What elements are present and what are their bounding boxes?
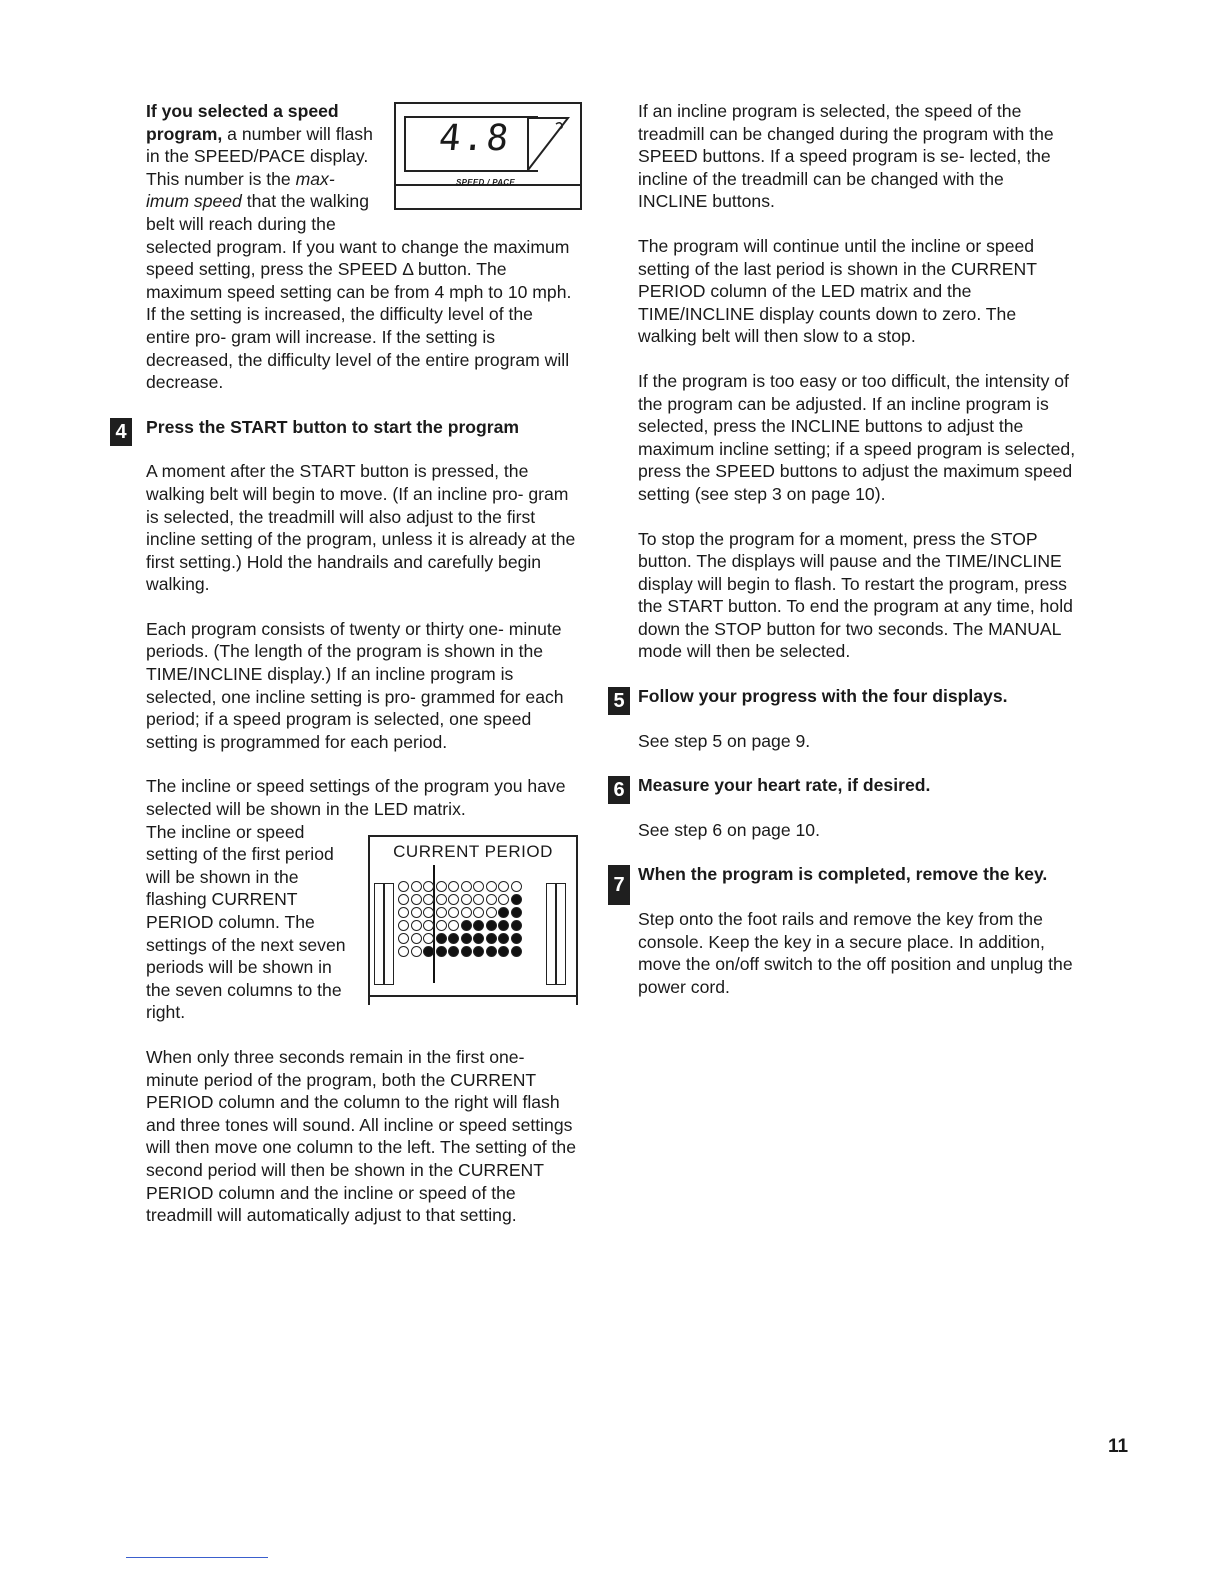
speed-program-paragraph: If you selected a speed program, a number will flash in the SPEED/PACE display. This number is the max- imum speed that the walking belt will reach during the selected program. If you want to change the maximum speed setting, press the SPEED Δ button. The maximum speed setting can be from 4 mph to 10 mph. If the setting is increased, the difficulty level of the entire pro- gram will increase. If the setting is decreased, the difficulty level of the entire program will decrease. [146, 101, 572, 393]
led-dot [398, 907, 409, 918]
led-matrix-figure [368, 835, 580, 1013]
right-bracket [556, 883, 566, 985]
right-paragraph-3: If the program is too easy or too difficult, the intensity of the program can be adjusted. If an incline program is selected, press the INCLINE buttons to adjust the maximum incline setting; if a speed program is selected, press the SPEED buttons to adjust the maximum speed setting (see step 3 on page 10). [638, 370, 1076, 504]
led-dot [486, 894, 497, 905]
led-dot [436, 894, 447, 905]
led-dot [436, 881, 447, 892]
led-dot [473, 894, 484, 905]
led-dot [473, 907, 484, 918]
led-dot [423, 881, 434, 892]
speed-pace-display-figure [386, 102, 582, 216]
led-dot [448, 881, 459, 892]
led-dot [448, 907, 459, 918]
display-digits: 4.8 [436, 118, 513, 159]
led-dot [511, 946, 522, 957]
led-dot [461, 881, 472, 892]
led-dot [411, 881, 422, 892]
left-column [115, 100, 576, 1249]
step-7-text: Step onto the foot rails and remove the key from the console. Keep the key in a secure place. In addition, move the on/off switch to the off position and unplug the power cord. [638, 909, 1073, 997]
step-4-paragraph-3b: The incline or speed setting of the first period will be shown in the flashing CURRENT PERIOD column. The settings of the next seven periods will be shown in the seven columns to the right. [146, 821, 346, 1023]
led-dot [498, 933, 509, 944]
led-dot [473, 920, 484, 931]
right-paragraph-1: If an incline program is selected, the speed of the treadmill can be changed during the program with the SPEED buttons. If a speed program is se- lected, the incline of the treadmill can be changed with the INCLINE buttons. [638, 101, 1054, 212]
led-dot [461, 894, 472, 905]
led-dot [461, 946, 472, 957]
step-7-heading: 7 When the program is completed, remove the key. [638, 863, 1078, 886]
led-dot [498, 946, 509, 957]
led-matrix-title: CURRENT PERIOD [393, 841, 553, 861]
left-bracket [374, 883, 384, 985]
led-dot [448, 894, 459, 905]
right-paragraph-4: To stop the program for a moment, press the STOP button. The displays will pause and the TIME/INCLINE display will begin to flash. To restart the program, press the START button. To end the program at any time, hold down the STOP button for two seconds. The MANUAL mode will then be selected. [638, 528, 1073, 662]
step-5-number-badge: 5 [608, 687, 630, 715]
step-5-heading: 5 Follow your progress with the four displays. [638, 685, 1078, 708]
page-number: 11 [1108, 1436, 1129, 1457]
step-4-paragraph-1: A moment after the START button is pressed, the walking belt will begin to move. (If an incline pro- gram is selected, the treadmill will also adjust to the first incline setting of the program, unless it is already at the first setting.) Hold the handrails and carefully begin walking. [146, 461, 576, 595]
led-dot [398, 933, 409, 944]
step-4-paragraph-2: Each program consists of twenty or thirty one- minute periods. (The length of the program is shown in the TIME/INCLINE display.) If an incline program is selected, one incline setting is pro- grammed for each period; if a speed program is selected, one speed setting is programmed for each period. [146, 618, 564, 752]
led-dot [423, 894, 434, 905]
led-dot [473, 881, 484, 892]
led-dot [398, 881, 409, 892]
right-column [613, 100, 1078, 1020]
led-dot [486, 946, 497, 957]
led-dot [461, 933, 472, 944]
step-4-paragraph-4: When only three seconds remain in the first one- minute period of the program, both the CURRENT PERIOD column and the column to the right will flash and three tones will sound. All incline or speed settings will then move one column to the left. The setting of the second period will then be shown in the CURRENT PERIOD column and the incline or speed of the treadmill will automatically adjust to that setting. [146, 1046, 576, 1226]
led-dot [448, 946, 459, 957]
led-dot [423, 907, 434, 918]
led-dot [411, 894, 422, 905]
led-dot [448, 920, 459, 931]
led-dot [436, 946, 447, 957]
led-dot [486, 881, 497, 892]
led-dot [486, 933, 497, 944]
led-dot [461, 907, 472, 918]
led-dot [498, 894, 509, 905]
led-dot [498, 920, 509, 931]
led-dot [436, 920, 447, 931]
led-dot [411, 907, 422, 918]
led-dot [411, 920, 422, 931]
led-dot [473, 946, 484, 957]
led-dot [486, 920, 497, 931]
led-dot [398, 894, 409, 905]
led-row [398, 946, 523, 959]
step-5-text: See step 5 on page 9. [638, 730, 811, 751]
step-6-text: See step 6 on page 10. [638, 819, 820, 840]
display-label: SPEED / PACE [456, 178, 516, 187]
led-dot [511, 881, 522, 892]
led-dot [448, 933, 459, 944]
step-6-heading: 6 Measure your heart rate, if desired. [638, 774, 1078, 797]
led-row [398, 894, 523, 907]
led-dot [423, 946, 434, 957]
led-dot [436, 907, 447, 918]
led-dot [436, 933, 447, 944]
led-dot [411, 946, 422, 957]
led-dot [498, 881, 509, 892]
led-dot [511, 933, 522, 944]
led-row [398, 907, 523, 920]
led-row [398, 920, 523, 933]
footer-rule [126, 1557, 268, 1558]
display-screen [404, 116, 538, 172]
led-dot [461, 920, 472, 931]
step-4-number-badge: 4 [110, 418, 132, 446]
led-dot [511, 907, 522, 918]
led-row [398, 933, 523, 946]
speed-indicator-icon [526, 116, 570, 172]
led-dot [398, 946, 409, 957]
led-dot [486, 907, 497, 918]
led-dot [511, 920, 522, 931]
led-dot [411, 933, 422, 944]
led-matrix [398, 881, 523, 959]
step-7-number-badge: 7 [608, 865, 630, 905]
led-dot [511, 894, 522, 905]
step-6-number-badge: 6 [608, 776, 630, 804]
led-dot [398, 920, 409, 931]
led-dot [498, 907, 509, 918]
led-dot [423, 920, 434, 931]
led-row [398, 881, 523, 894]
led-dot [473, 933, 484, 944]
right-paragraph-2: The program will continue until the incline or speed setting of the last period is shown in the CURRENT PERIOD column of the LED matrix and the TIME/INCLINE display counts down to zero. The walking belt will then slow to a stop. [638, 235, 1037, 347]
step-4-heading: 4 Press the START button to start the program [146, 416, 576, 439]
led-dot [423, 933, 434, 944]
step-4-paragraph-3a: The incline or speed settings of the program you have selected will be shown in the LED matrix. [146, 776, 566, 820]
